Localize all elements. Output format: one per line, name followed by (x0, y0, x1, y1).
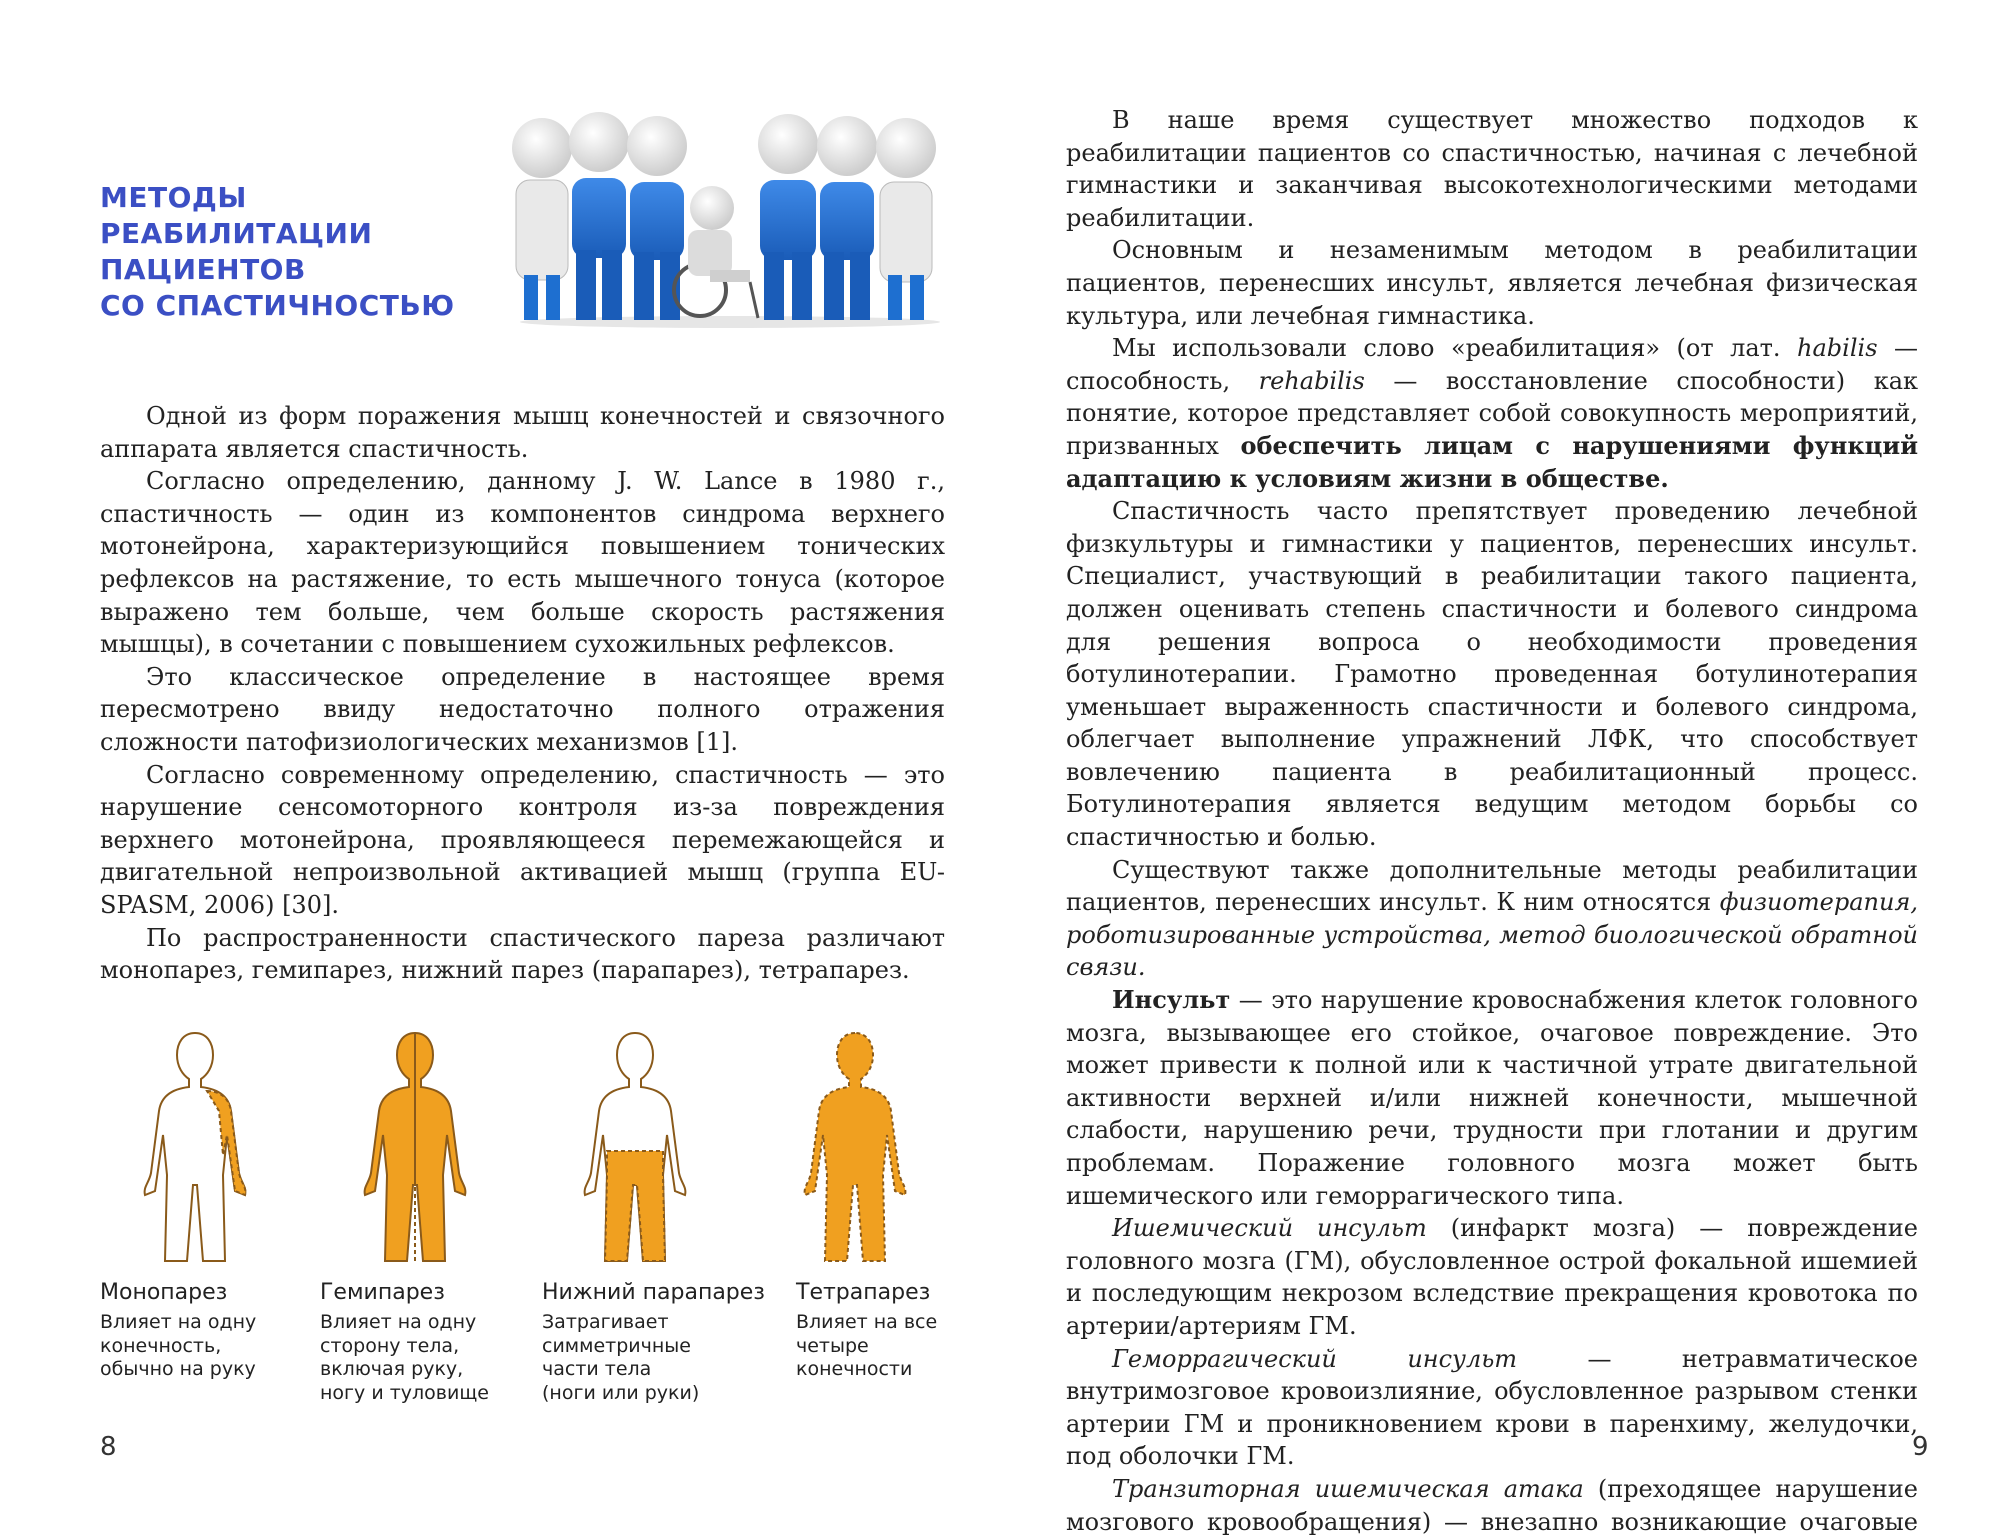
caption-line: конечности (796, 1358, 913, 1380)
heading-line: ПАЦИЕНТОВ (100, 253, 306, 286)
paragraph (1066, 854, 1918, 984)
caption-line: конечность, (100, 1334, 222, 1357)
text-run: (инфаркт мозга) — повреждение головного мозга (ГМ), обусловленное острой фокальной ишемией и последующим некрозом вследствие прекращения кровотока по артерии/артериям ГМ. (1066, 1214, 1919, 1340)
text-run: — нетравматическое внутримозговое кровоизлияние, обусловленное разрывом стенки артерии ГМ и проникновением крови в паренхиму, желудочки, под оболочки ГМ. (1066, 1344, 1918, 1471)
caption-line: Влияет на все (796, 1311, 938, 1333)
text-run: — восстановление способности) как понятие, которое представляет собой совокупность мероприятий, призванных (1066, 366, 1918, 460)
paragraph: Спастичность часто препятствует проведению лечебной физкультуры и гимнастики у пациентов, перенесших инсульт. Специалист, участвующий в реабилитации такого пациента, должен оценивать степень спастичности и болевого синдрома для решения вопроса о необходимости проведения ботулинотерапии. Грамотно проведенная ботулинотерапия уменьшает выраженность спастичности и болевого синдрома, облегчает выполнение упражнений ЛФК, что способствует вовлечению пациента в реабилитационный процесс. Ботулинотерапия является ведущим методом борьбы со спастичностью и болью. (1066, 497, 1918, 852)
page-number: 8 (100, 1432, 117, 1462)
text-run: Существуют также дополнительные методы реабилитации пациентов, перенесших инсульт. К ним относятся (1066, 855, 1918, 917)
caption-line: (ноги или руки) (542, 1381, 700, 1404)
figure-captions (100, 1280, 980, 1420)
caption-line: Влияет на одну (100, 1311, 257, 1333)
caption-line: сторону тела, (320, 1334, 460, 1357)
right-body-text (1066, 104, 1918, 1538)
page-number: 9 (1912, 1432, 1929, 1462)
caption-title: Гемипарез (320, 1280, 445, 1305)
text-run: — способность, (1066, 334, 1918, 395)
left-page (0, 0, 1000, 1535)
caption-line: обычно на руку (100, 1358, 256, 1380)
section-heading (100, 180, 460, 324)
caption-line: симметричные (542, 1334, 691, 1357)
right-page (1000, 0, 2000, 1535)
caption-line: Затрагивает (542, 1311, 669, 1333)
caption-line: включая руку, (320, 1358, 464, 1380)
heading-line: СО СПАСТИЧНОСТЬЮ (100, 289, 455, 322)
tetraparesis-figure (775, 1025, 935, 1265)
caption-tetraparesis (796, 1280, 937, 1382)
term-italic: Геморрагический инсульт (1112, 1344, 1518, 1373)
paragraph (1066, 1212, 1918, 1342)
caption-line: ногу и туловище (320, 1381, 489, 1404)
paragraph (1066, 332, 1918, 495)
paragraph: Согласно современному определению, спастичность — это нарушение сенсомоторного контроля из-за повреждения верхнего мотонейрона, проявляющееся перемежающейся и двигательной непроизвольной активацией мышц (группа EU-SPASM, 2006) [30]. (100, 760, 945, 919)
paragraph: Основным и незаменимым методом в реабилитации пациентов, перенесших инсульт, является лечебная физическая культура, или лечебная гимнастика. (1066, 236, 1918, 330)
term-bold: Инсульт (1112, 985, 1231, 1015)
latin-term: rehabilis (1258, 366, 1365, 395)
caption-title: Монопарез (100, 1280, 228, 1305)
heading-line: МЕТОДЫ (100, 181, 247, 214)
caption-line: четыре (796, 1334, 869, 1357)
text-run: Мы использовали слово «реабилитация» (от лат. (1112, 334, 1798, 363)
paraparesis-figure (555, 1025, 715, 1265)
caption-line: Влияет на одну (320, 1311, 477, 1333)
italic-phrase: физиотерапия, роботизированные устройства, метод биологической обратной связи. (1066, 888, 1918, 982)
paragraph: Одной из форм поражения мышц конечностей и связочного аппарата является спастичность. (100, 402, 945, 463)
paragraph: Это классическое определение в настоящее время пересмотрено ввиду недостаточно полного отражения сложности патофизиологических механизмов [1]. (100, 662, 945, 756)
latin-term: habilis (1797, 334, 1878, 363)
bold-phrase: обеспечить лицам с нарушениями функций адаптацию к условиям жизни в обществе. (1066, 430, 1918, 493)
paragraph (1066, 1343, 1918, 1473)
paragraph: В наше время существует множество подходов к реабилитации пациентов со спастичностью, начиная с лечебной гимнастики и заканчивая высокотехнологическими методами реабилитации. (1066, 106, 1918, 232)
caption-monoparesis (100, 1280, 256, 1382)
paragraph (1066, 1473, 1918, 1538)
paresis-figures (95, 1025, 975, 1265)
text-run: — это нарушение кровоснабжения клеток головного мозга, вызывающее его стойкое, очаговое повреждение. Это может привести к полной или к частичной утрате двигательной активности верхней и/или нижней конечности, мышечной слабости, нарушению речи, трудности при глотании и другим проблемам. Поражение головного мозга может быть ишемического или геморрагического типа. (1066, 986, 1918, 1210)
medical-team-illustration (510, 110, 950, 330)
hemiparesis-figure (335, 1025, 495, 1265)
caption-title: Нижний парапарез (542, 1280, 766, 1305)
left-body-text (100, 400, 945, 987)
caption-hemiparesis (320, 1280, 489, 1405)
caption-line: части тела (542, 1358, 652, 1380)
caption-paraparesis (542, 1280, 765, 1405)
caption-title: Тетрапарез (796, 1280, 931, 1305)
term-italic: Транзиторная ишемическая атака (1112, 1474, 1584, 1503)
paragraph: Согласно определению, данному J. W. Lance в 1980 г., спастичность — один из компонентов синдрома верхнего мотонейрона, характеризующийся повышением тонических рефлексов на растяжение, то есть мышечного тонуса (которое выражено тем больше, чем больше скорость растяжения мышцы), в сочетании с повышением сухожильных рефлексов. (100, 467, 945, 659)
heading-line: РЕАБИЛИТАЦИИ (100, 217, 373, 250)
paragraph: По распространенности спастического пареза различают монопарез, гемипарез, нижний парез (парапарез), тетрапарез. (100, 923, 945, 985)
paragraph (1066, 984, 1918, 1212)
term-italic: Ишемический инсульт (1112, 1214, 1427, 1243)
monoparesis-figure (115, 1025, 275, 1265)
text-run: (преходящее нарушение мозгового кровообращения) — внезапно возникающие очаговые (1066, 1474, 1918, 1536)
